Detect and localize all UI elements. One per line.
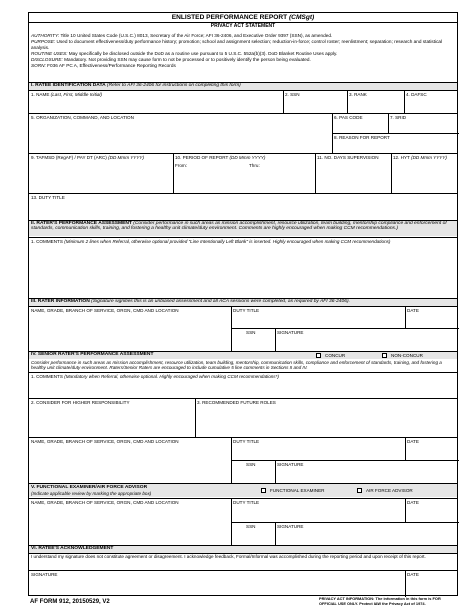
from-label: From: bbox=[175, 163, 187, 168]
rater-name-label: NAME, GRADE, BRANCH OF SERVICE, ORGN, CMD AND LOCATION bbox=[31, 308, 179, 313]
form-id: AF FORM 912, 20150529, V2 bbox=[30, 599, 110, 605]
functional-examiner-label: FUNCTIONAL EXAMINER bbox=[270, 488, 325, 493]
section-4-heading: IV. SENIOR RATER'S PERFORMANCE ASSESSMENT bbox=[31, 352, 154, 357]
hyt-label: 12. HYT (DD Mmm YYYY) bbox=[393, 155, 447, 160]
section-6-heading: VI. RATEE'S ACKNOWLEDGEMENT bbox=[31, 546, 114, 551]
performance-report-form bbox=[28, 12, 458, 596]
name-label: 1. NAME (Last, First, Middle Initial) bbox=[31, 92, 102, 97]
period-label: 10. PERIOD OF REPORT (DD Mmm YYYY) bbox=[175, 155, 266, 160]
form-title: ENLISTED PERFORMANCE REPORT (CMSgt) bbox=[171, 14, 315, 21]
section-5-note: (Indicate applicable review by marking the appropriate box) bbox=[31, 491, 152, 496]
concur-label: CONCUR bbox=[325, 353, 346, 358]
future-roles-label: 3. RECOMMENDED FUTURE ROLES bbox=[197, 400, 276, 405]
section-2-heading: II. RATER'S PERFORMANCE ASSESSMENT (Consider performance in such areas as mission accomplishment, resource utilization, team building, mentorship compliance and enforcement of standards, communication skills, training, and fostering a healthy unit climate/duty environment. Comments are highly encouraged when making CCM recommendations.) bbox=[31, 221, 447, 231]
section-3-heading: III. RATER INFORMATION (Signature signifies this is an unbiased assessment and all ACA sessions were completed, as required by AFI 36-2406). bbox=[31, 299, 350, 304]
senior-rater-comments-label: 1. COMMENTS (Mandatory when Referral, otherwise optional. Highly encouraged when making CCM recommendations*) bbox=[31, 374, 279, 379]
rater-duty-title-label: DUTY TITLE bbox=[233, 308, 260, 313]
air-force-advisor-label: AIR FORCE ADVISOR bbox=[366, 488, 413, 493]
nonconcur-checkbox[interactable] bbox=[382, 353, 387, 358]
senior-rater-ssn-label: SSN bbox=[246, 462, 256, 467]
rater-comments-label: 1. COMMENTS (Minimum 2 lines when Referral, otherwise optional provided "Line Intentionally Left Blank" is inserted. Highly encouraged when making CCM recommendations) bbox=[31, 239, 391, 244]
duty-title-label: 13. DUTY TITLE bbox=[31, 195, 65, 200]
srid-label: 7. SRID bbox=[390, 115, 407, 120]
privacy-heading: PRIVACY ACT STATEMENT bbox=[210, 23, 276, 29]
ssn-label: 2. SSN bbox=[285, 92, 300, 97]
advisor-signature-label: SIGNATURE bbox=[277, 524, 304, 529]
advisor-name-label: NAME, GRADE, BRANCH OF SERVICE, ORGN, CMD AND LOCATION bbox=[31, 500, 179, 505]
reason-label: 8. REASON FOR REPORT bbox=[334, 135, 390, 140]
advisor-duty-title-label: DUTY TITLE bbox=[233, 500, 260, 505]
section-5-heading: V. FUNCTIONAL EXAMINER/AIR FORCE ADVISOR bbox=[31, 485, 148, 490]
organization-label: 5. ORGANIZATION, COMMAND, AND LOCATION bbox=[31, 115, 134, 120]
rater-date-label: DATE bbox=[407, 308, 419, 313]
air-force-advisor-checkbox[interactable] bbox=[357, 488, 362, 493]
senior-rater-name-label: NAME, GRADE, BRANCH OF SERVICE, ORGN, CMD AND LOCATION bbox=[31, 439, 179, 444]
ratee-signature-label: SIGNATURE bbox=[31, 572, 58, 577]
section-1-heading: I. RATEE IDENTIFICATION DATA (Refer to AFI 36-2406 for instructions on completing this form) bbox=[31, 83, 241, 88]
acknowledgement-text: I understand my signature does not constitute agreement or disagreement. I acknowledge feedback, Formal/Informal was accomplished during the reporting period and upon receipt of this report. bbox=[31, 554, 426, 559]
privacy-act-statement: AUTHORITY: Title 10 United States Code (U.S.C.) 8013, Secretary of the Air Force; AFI 36-2406, and Executive Order 9397 (SSN), as amended. PURPOSE: Used to document effectiveness/duty performance history; promotion; school and assignment selection; reduction-in-force; control roster; reenlistment; separation; research and statistical analysis. ROUTINE USES: May specifically be disclosed outside the DoD as a routine use pursuant to 5 U.S.C. 552a(b)(3). DoD Blanket Routine Uses apply. DISCLOSURE: Mandatory. Not providing SSN may cause form to not be processed or to positively identify the person being evaluated. SORN: F036 AF PC A, Effectiveness/Performance Reporting Records bbox=[31, 33, 443, 68]
advisor-date-label: DATE bbox=[407, 500, 419, 505]
rater-signature-label: SIGNATURE bbox=[277, 330, 304, 335]
tafmsd-label: 9. TAFMSD (RegAF) / PAY DT (ARC) (DD Mmm YYYY) bbox=[31, 155, 144, 160]
ratee-date-label: DATE bbox=[407, 572, 419, 577]
nonconcur-label: NON-CONCUR bbox=[391, 353, 423, 358]
thru-label: Thru: bbox=[249, 163, 260, 168]
higher-responsibility-label: 2. CONSIDER FOR HIGHER RESPONSIBILITY bbox=[31, 400, 130, 405]
senior-rater-duty-title-label: DUTY TITLE bbox=[233, 439, 260, 444]
senior-rater-date-label: DATE bbox=[407, 439, 419, 444]
concur-checkbox[interactable] bbox=[316, 353, 321, 358]
rank-label: 3. RANK bbox=[349, 92, 367, 97]
section-4-note: Consider performance in such areas as mission accomplishment, resource utilization, team building, mentorship, communication skills, compliance and enforcement of standards, training, and fostering a healthy unit climate/duty environment. Raters/Senior Raters are encouraged to include cumulative 5 line comments in Sections II and IV. bbox=[31, 360, 442, 371]
pas-code-label: 6. PAS CODE bbox=[334, 115, 363, 120]
days-supervision-label: 11. NO. DAYS SUPERVISION bbox=[317, 155, 379, 160]
functional-examiner-checkbox[interactable] bbox=[261, 488, 266, 493]
senior-rater-signature-label: SIGNATURE bbox=[277, 462, 304, 467]
rater-ssn-label: SSN bbox=[246, 330, 256, 335]
dafsc-label: 4. DAFSC bbox=[406, 92, 427, 97]
privacy-footer: PRIVACY ACT INFORMATION: The information in this form is FOR OFFICIAL USE ONLY. Protect IAW the Privacy Act of 1974. bbox=[319, 596, 441, 606]
advisor-ssn-label: SSN bbox=[246, 524, 256, 529]
